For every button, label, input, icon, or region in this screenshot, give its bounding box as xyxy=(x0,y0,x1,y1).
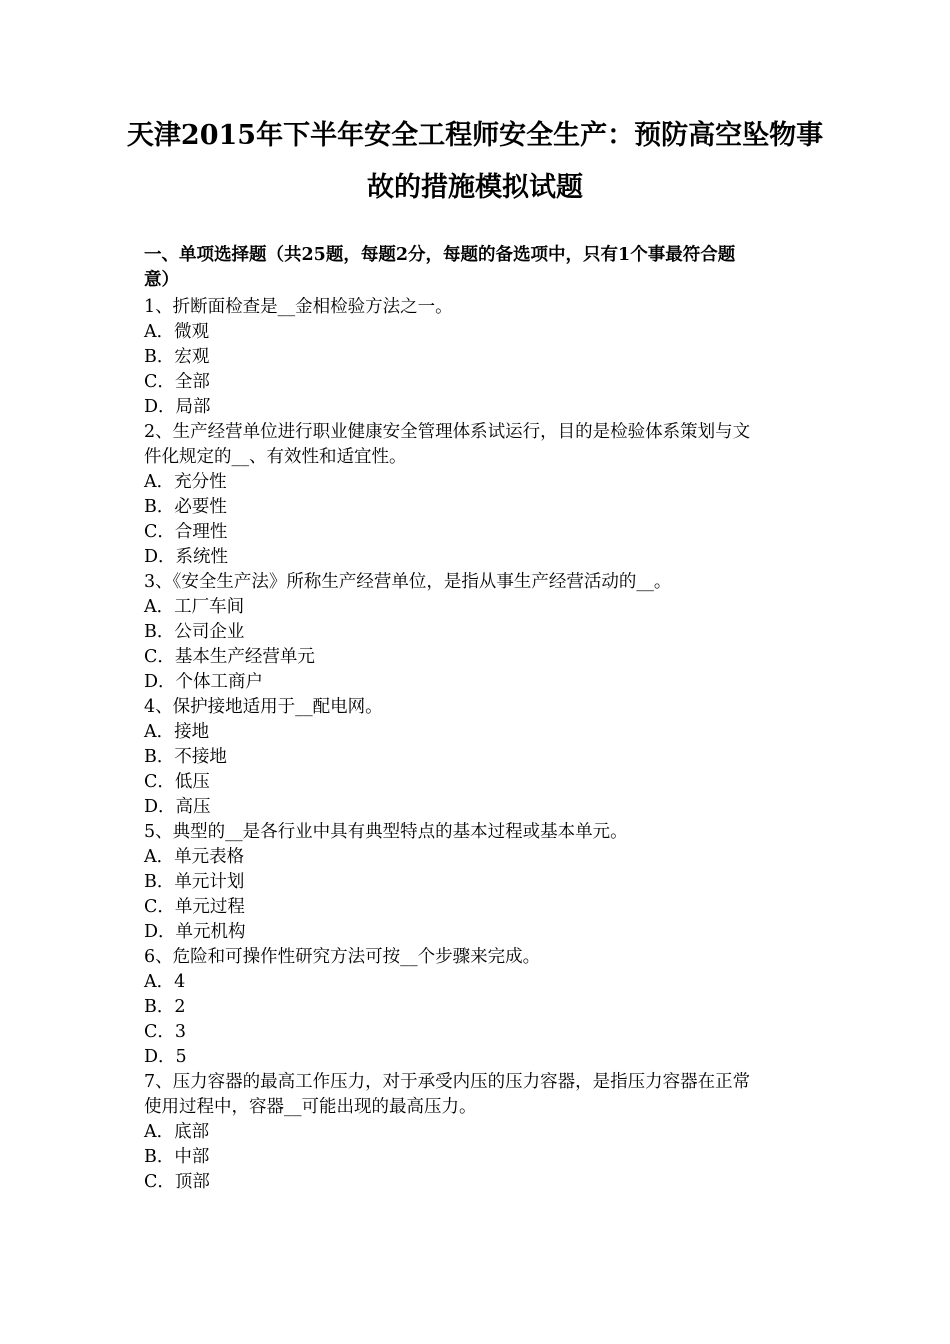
answer-option: C．顶部 xyxy=(144,1172,210,1192)
answer-option: C．单元过程 xyxy=(144,897,245,917)
answer-option: D．局部 xyxy=(144,397,211,417)
answer-option: A．工厂车间 xyxy=(144,597,245,617)
section-heading-line-2: 意） xyxy=(144,270,179,290)
question-text: 使用过程中，容器__可能出现的最高压力。 xyxy=(144,1097,477,1117)
answer-option: B．宏观 xyxy=(144,347,210,367)
answer-option: C．合理性 xyxy=(144,522,228,542)
section-heading-line-1: 一、单项选择题（共25题，每题2分，每题的备选项中，只有1个事最符合题 xyxy=(144,245,736,265)
question-text: 1、折断面检查是__金相检验方法之一。 xyxy=(144,297,453,317)
answer-option: D．个体工商户 xyxy=(144,672,264,692)
answer-option: B．单元计划 xyxy=(144,872,245,892)
question-text: 6、危险和可操作性研究方法可按__个步骤来完成。 xyxy=(144,947,541,967)
answer-option: A．接地 xyxy=(144,722,210,742)
answer-option: B．2 xyxy=(144,997,186,1017)
answer-option: C．3 xyxy=(144,1022,187,1042)
section-heading xyxy=(144,243,814,293)
answer-option: A．微观 xyxy=(144,322,210,342)
question-text: 2、生产经营单位进行职业健康安全管理体系试运行，目的是检验体系策划与文 xyxy=(144,422,751,442)
answer-option: C．全部 xyxy=(144,372,210,392)
answer-option: D．单元机构 xyxy=(144,922,246,942)
answer-option: D．高压 xyxy=(144,797,211,817)
answer-option: B．公司企业 xyxy=(144,622,245,642)
answer-option: A．充分性 xyxy=(144,472,227,492)
answer-option: D．5 xyxy=(144,1047,187,1067)
question-text: 5、典型的__是各行业中具有典型特点的基本过程或基本单元。 xyxy=(144,822,628,842)
answer-option: C．低压 xyxy=(144,772,210,792)
answer-option: B．必要性 xyxy=(144,497,227,517)
answer-option: D．系统性 xyxy=(144,547,229,567)
document-title-line-2: 故的措施模拟试题 xyxy=(367,172,583,203)
question-list xyxy=(144,295,814,1195)
question-text: 3、《安全生产法》所称生产经营单位，是指从事生产经营活动的__。 xyxy=(144,572,672,592)
question-text: 件化规定的__、有效性和适宜性。 xyxy=(144,447,407,467)
answer-option: B．不接地 xyxy=(144,747,227,767)
answer-option: A．底部 xyxy=(144,1122,210,1142)
question-text: 7、压力容器的最高工作压力，对于承受内压的压力容器，是指压力容器在正常 xyxy=(144,1072,751,1092)
answer-option: A．4 xyxy=(144,972,186,992)
answer-option: B．中部 xyxy=(144,1147,210,1167)
document-title-line-1: 天津2015年下半年安全工程师安全生产：预防高空坠物事 xyxy=(126,120,824,151)
answer-option: C．基本生产经营单元 xyxy=(144,647,315,667)
question-text: 4、保护接地适用于__配电网。 xyxy=(144,697,383,717)
answer-option: A．单元表格 xyxy=(144,847,245,867)
